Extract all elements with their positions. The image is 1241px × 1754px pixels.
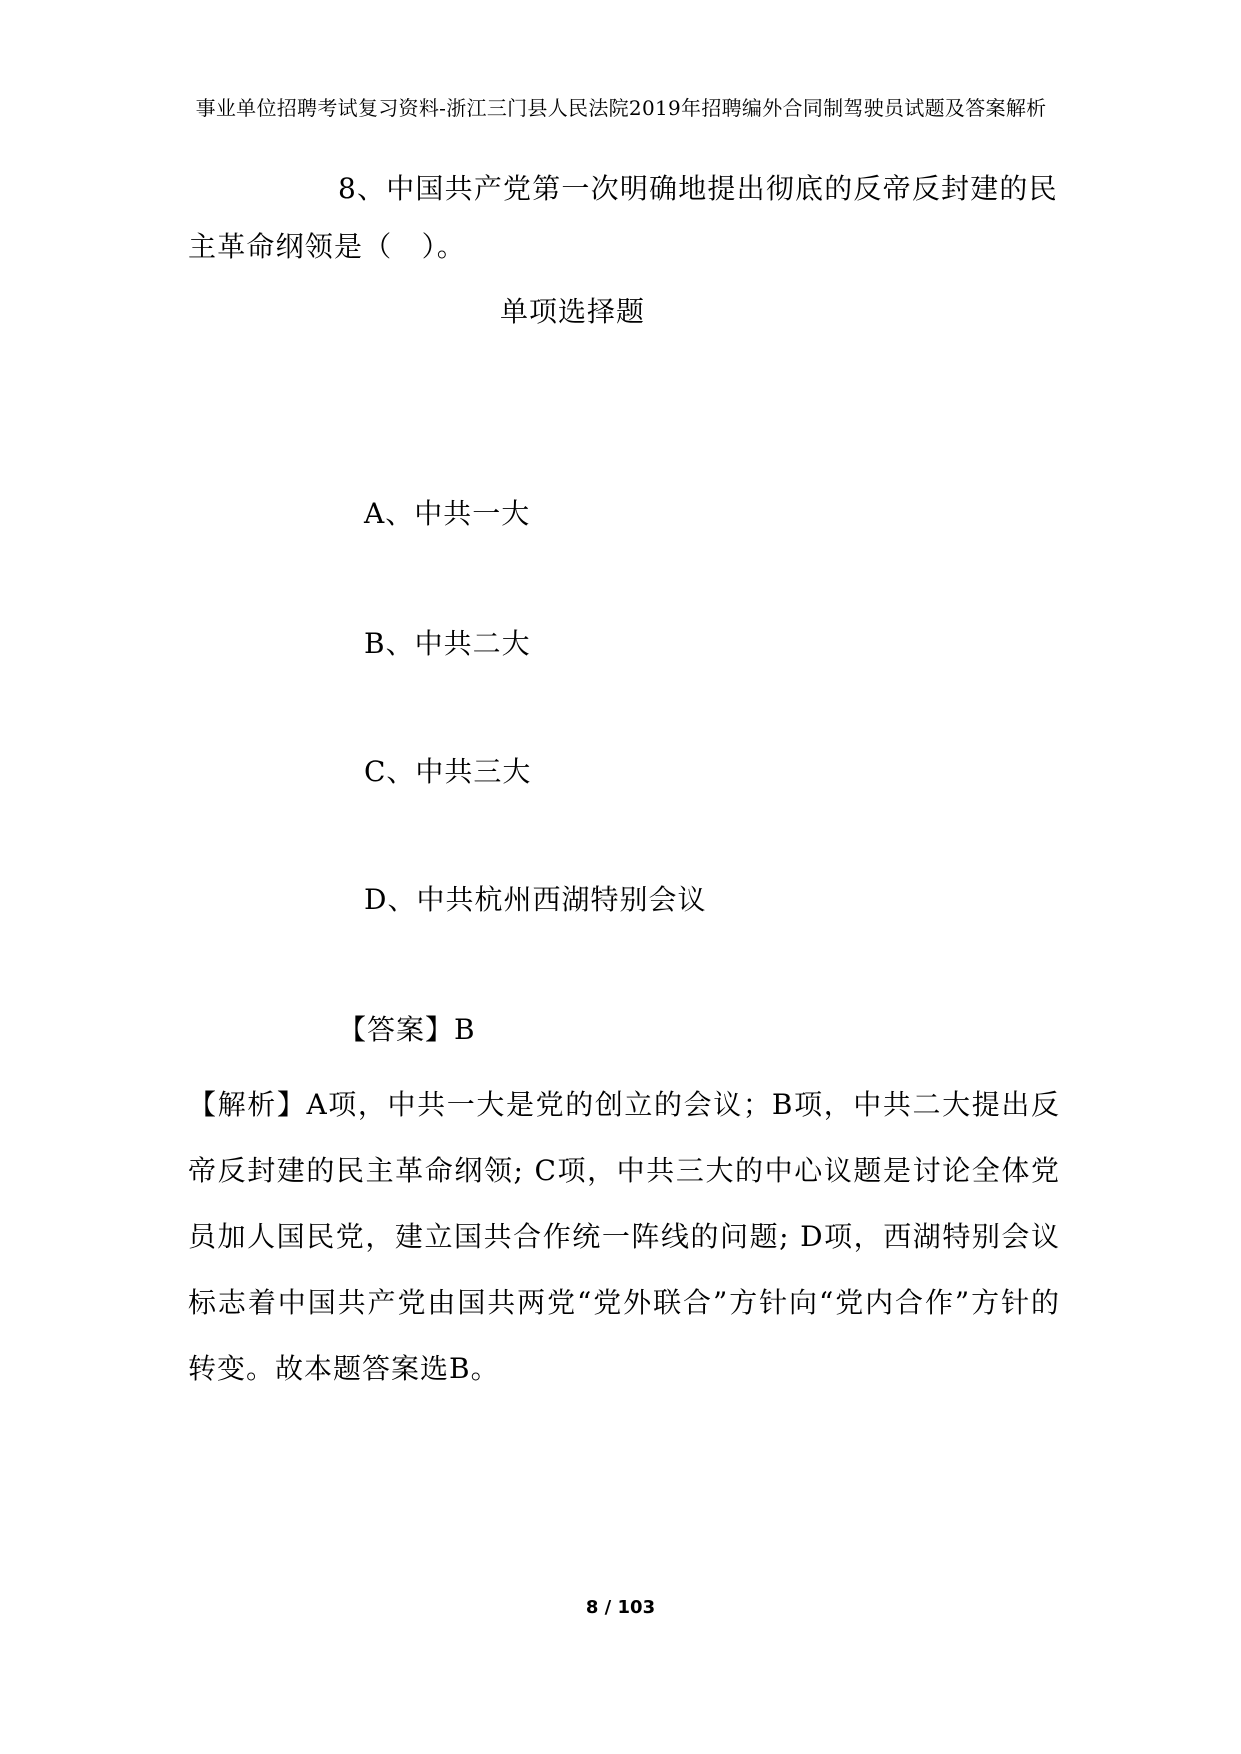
question-type: 单项选择题 <box>500 295 646 328</box>
option-b: B、中共二大 <box>364 627 531 660</box>
option-d: D、中共杭州西湖特别会议 <box>364 883 707 916</box>
page-number: 8 / 103 <box>585 1597 656 1618</box>
answer-line: 【答案】B <box>338 1013 476 1046</box>
analysis-paragraph: 【解析】A项，中共一大是党的创立的会议；B项，中共二大提出反帝反封建的民主革命纲领; C项，中共三大的中心议题是讨论全体党员加人国民党，建立国共合作统一阵线的问题; D项，西湖特别会议标志着中国共产党由国共两党“党外联合”方针向“党内合作”方针的转变。故本题答案选B。 <box>188 1088 1060 1385</box>
document-header: 事业单位招聘考试复习资料-浙江三门县人民法院2019年招聘编外合同制驾驶员试题及答案解析 <box>195 96 1047 120</box>
option-a: A、中共一大 <box>364 497 531 530</box>
option-c: C、中共三大 <box>364 755 532 788</box>
question-text: 8、中国共产党第一次明确地提出彻底的反帝反封建的民主革命纲领是（ ）。 <box>188 172 1058 263</box>
